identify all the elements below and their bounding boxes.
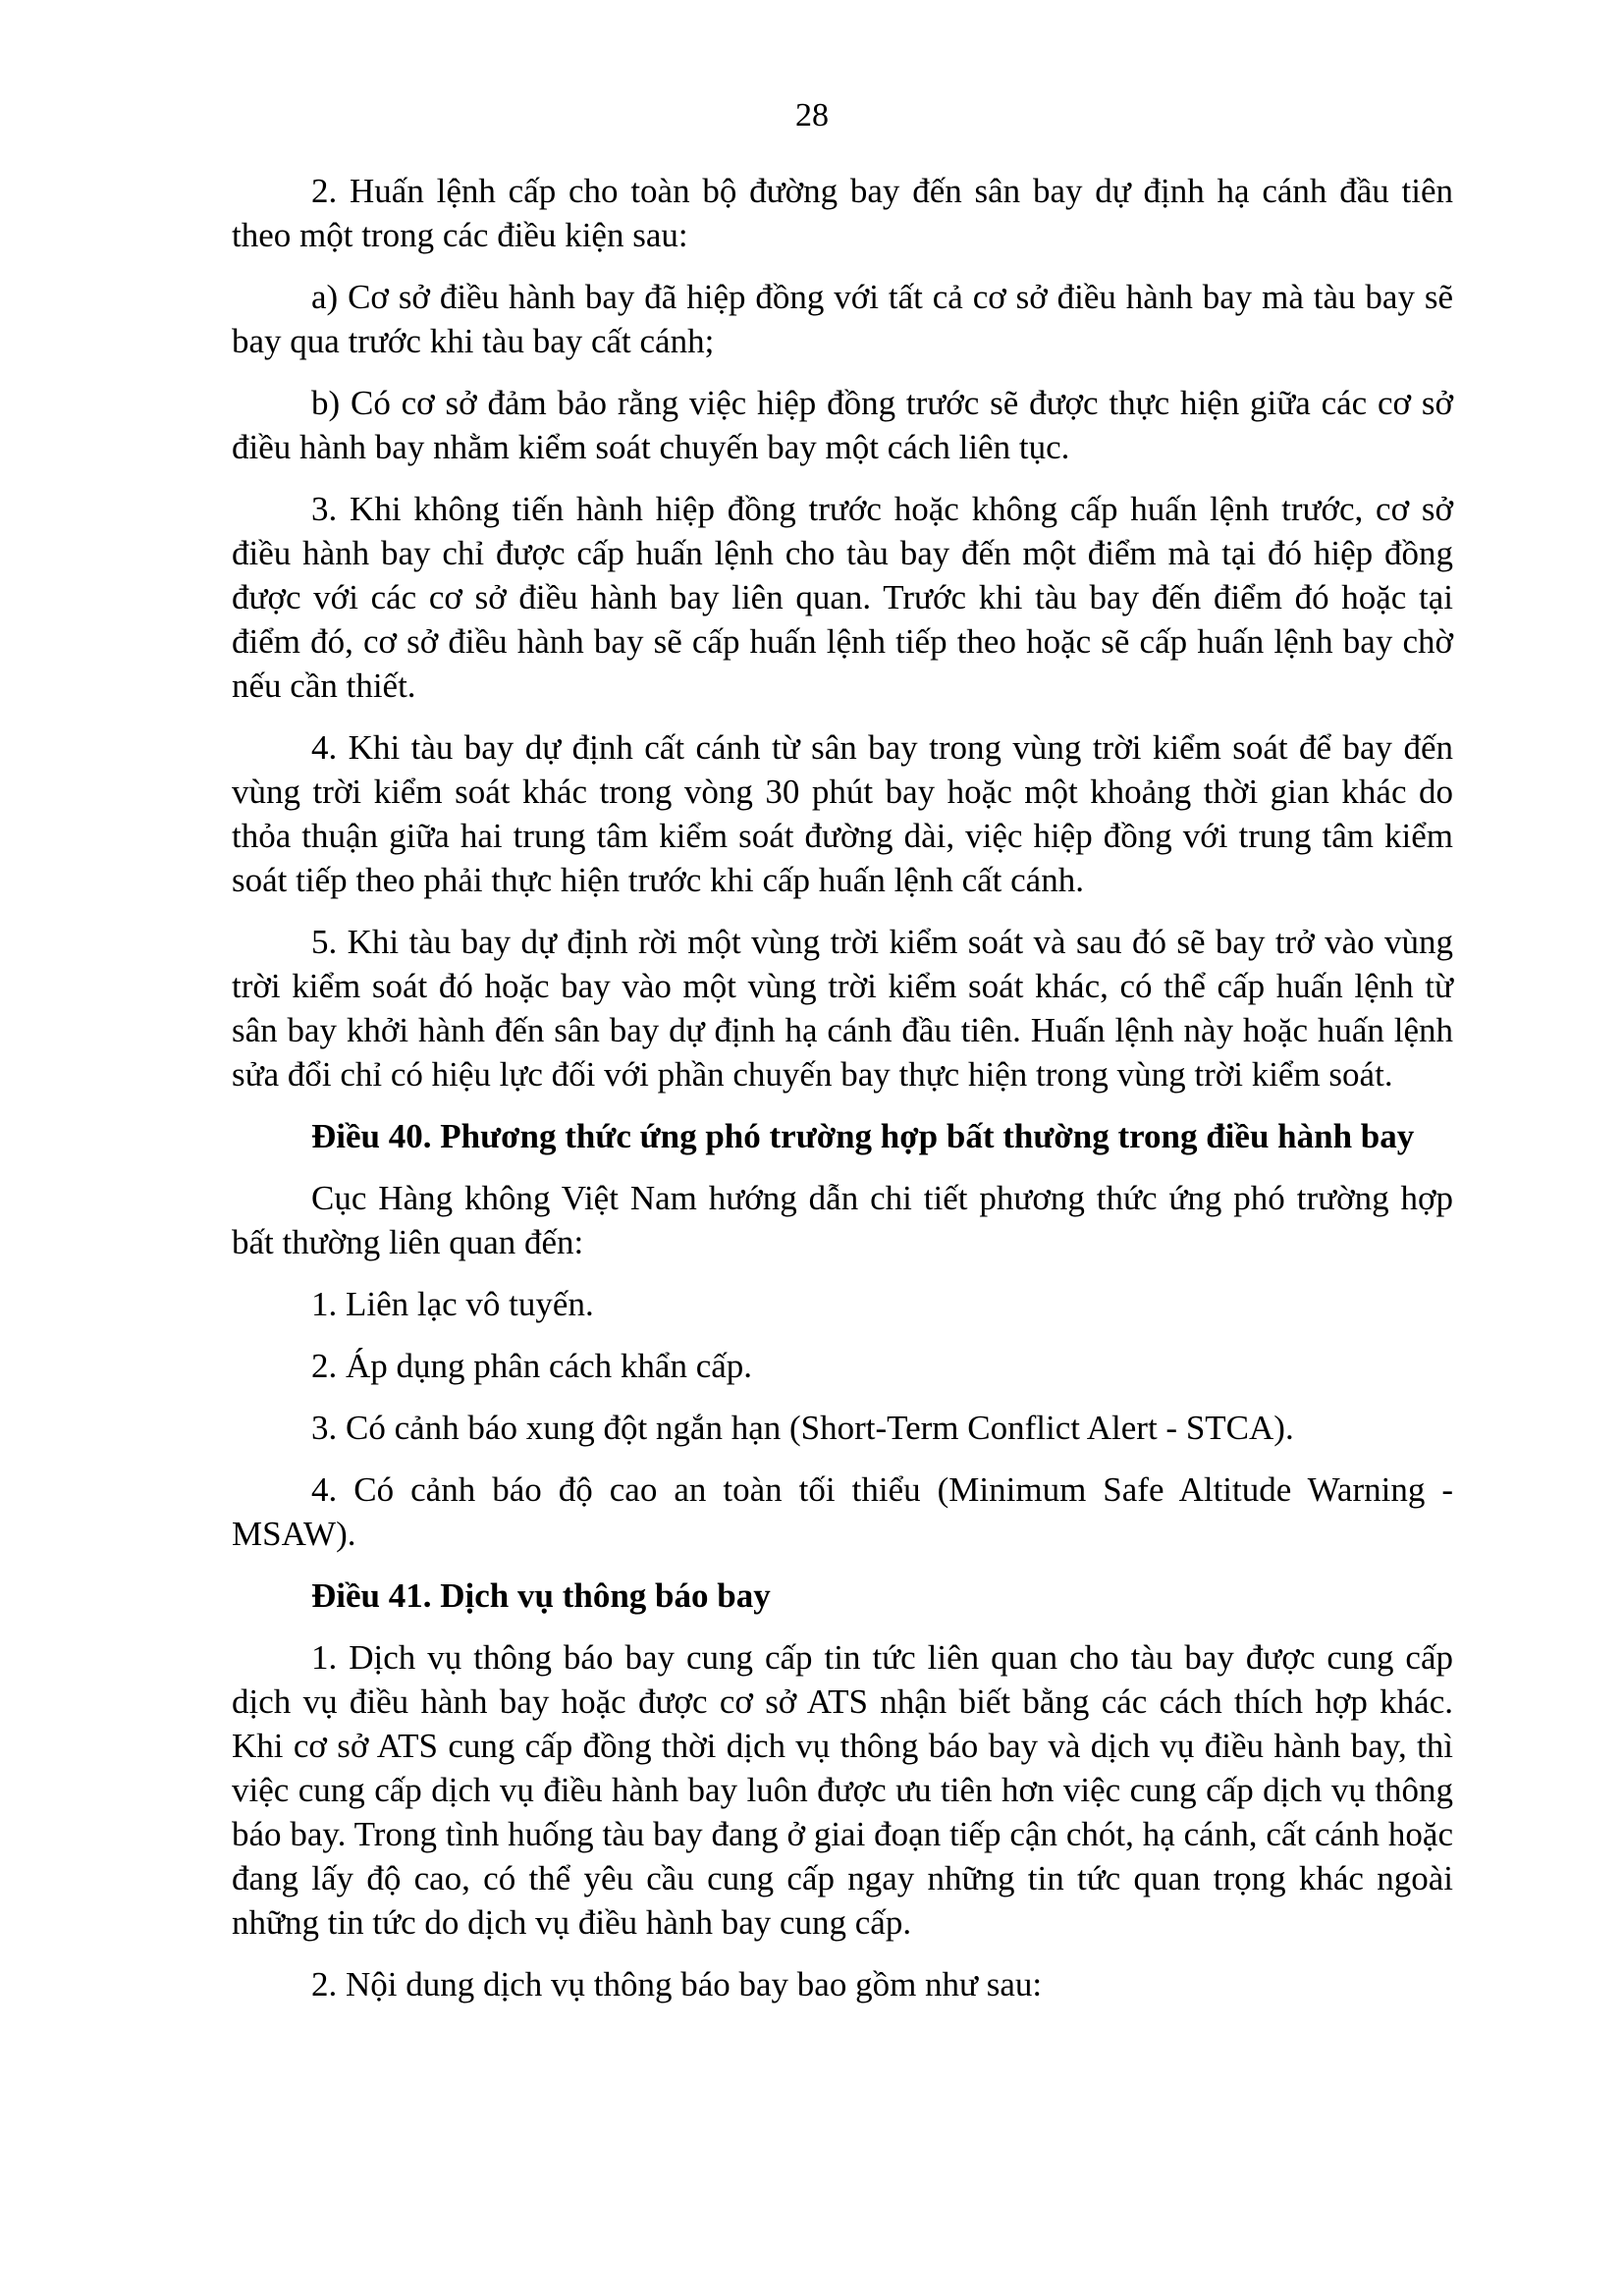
paragraph-clause-4: 4. Khi tàu bay dự định cất cánh từ sân bay trong vùng trời kiểm soát để bay đến vùng trời kiểm soát khác trong vòng 30 phút bay hoặc một khoảng thời gian khác do thỏa thuận giữa hai trung tâm kiểm soát đường dài, việc hiệp đồng với trung tâm kiểm soát tiếp theo phải thực hiện trước khi cấp huấn lệnh cất cánh. — [232, 728, 1453, 899]
paragraph-clause-2b: b) Có cơ sở đảm bảo rằng việc hiệp đồng trước sẽ được thực hiện giữa các cơ sở điều hành bay nhằm kiểm soát chuyến bay một cách liên tục. — [232, 384, 1453, 466]
document-body — [232, 169, 1453, 2024]
paragraph-clause-2: 2. Huấn lệnh cấp cho toàn bộ đường bay đến sân bay dự định hạ cánh đầu tiên theo một trong các điều kiện sau: — [232, 172, 1453, 254]
article-41-clause-2: 2. Nội dung dịch vụ thông báo bay bao gồm như sau: — [311, 1965, 1043, 2003]
article-41-clause-1: 1. Dịch vụ thông báo bay cung cấp tin tức liên quan cho tàu bay được cung cấp dịch vụ điều hành bay hoặc được cơ sở ATS nhận biết bằng các cách thích hợp khác. Khi cơ sở ATS cung cấp đồng thời dịch vụ thông báo bay và dịch vụ điều hành bay, thì việc cung cấp dịch vụ điều hành bay luôn được ưu tiên hơn việc cung cấp dịch vụ thông báo bay. Trong tình huống tàu bay đang ở giai đoạn tiếp cận chót, hạ cánh, cất cánh hoặc đang lấy độ cao, có thể yêu cầu cung cấp ngay những tin tức quan trọng khác ngoài những tin tức do dịch vụ điều hành bay cung cấp. — [232, 1638, 1453, 1942]
article-40-item-2: 2. Áp dụng phân cách khẩn cấp. — [311, 1347, 753, 1385]
article-40-item-3: 3. Có cảnh báo xung đột ngắn hạn (Short-Term Conflict Alert - STCA). — [311, 1409, 1294, 1447]
paragraph-clause-2a: a) Cơ sở điều hành bay đã hiệp đồng với tất cả cơ sở điều hành bay mà tàu bay sẽ bay qua trước khi tàu bay cất cánh; — [232, 278, 1453, 360]
paragraph-clause-5: 5. Khi tàu bay dự định rời một vùng trời kiểm soát và sau đó sẽ bay trở vào vùng trời kiểm soát đó hoặc bay vào một vùng trời kiểm soát khác, có thể cấp huấn lệnh từ sân bay khởi hành đến sân bay dự định hạ cánh đầu tiên. Huấn lệnh này hoặc huấn lệnh sửa đổi chỉ có hiệu lực đối với phần chuyến bay thực hiện trong vùng trời kiểm soát. — [232, 923, 1453, 1094]
article-40-heading: Điều 40. Phương thức ứng phó trường hợp bất thường trong điều hành bay — [311, 1117, 1415, 1155]
paragraph-clause-3: 3. Khi không tiến hành hiệp đồng trước hoặc không cấp huấn lệnh trước, cơ sở điều hành bay chỉ được cấp huấn lệnh cho tàu bay đến một điểm mà tại đó hiệp đồng được với các cơ sở điều hành bay liên quan. Trước khi tàu bay đến điểm đó hoặc tại điểm đó, cơ sở điều hành bay sẽ cấp huấn lệnh tiếp theo hoặc sẽ cấp huấn lệnh bay chờ nếu cần thiết. — [232, 490, 1453, 705]
article-40-intro: Cục Hàng không Việt Nam hướng dẫn chi tiết phương thức ứng phó trường hợp bất thường liên quan đến: — [232, 1179, 1453, 1261]
page-number: 28 — [795, 97, 829, 133]
article-40-item-1: 1. Liên lạc vô tuyến. — [311, 1285, 594, 1323]
article-40-item-4: 4. Có cảnh báo độ cao an toàn tối thiểu (Minimum Safe Altitude Warning - MSAW). — [232, 1470, 1453, 1553]
article-41-heading: Điều 41. Dịch vụ thông báo bay — [311, 1576, 771, 1615]
